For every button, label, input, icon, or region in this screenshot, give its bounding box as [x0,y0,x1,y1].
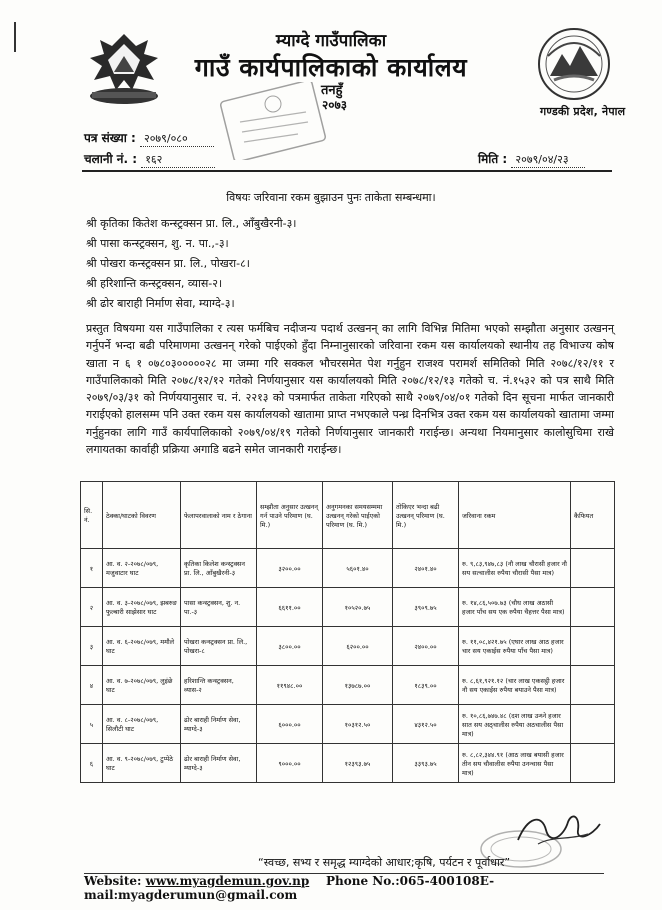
serial-cell: ४ [81,666,103,705]
excess-cell: १८३९.०० [393,666,459,705]
excess-cell: २४०१.४० [393,549,459,588]
date-label: मिति : [478,152,508,166]
remark-cell [571,627,615,666]
contract-cell: आ. व. २-२०७८/०७९, मजुवाटार घाट [103,549,181,588]
remark-cell [571,666,615,705]
district-name: तनहुँ [321,83,343,98]
addressee: श्री ढोर बाराही निर्माण सेवा, म्याग्दे-३। [86,297,235,310]
fine-cell: रु. १०,८६,७४७.४८ (दश लाख उन्ध्ने हजार सात सय अठ्चालीस रुपैया अठचालीस पैसा मात्र) [459,705,571,744]
website-label: Website: [84,874,142,888]
agreed-cell: ६०००.०० [257,705,323,744]
serial-cell: ६ [81,744,103,783]
agreed-cell: ११९४८.०० [257,666,323,705]
gandaki-emblem-icon [536,26,612,102]
firm-cell: ढोर बाराही निर्माण सेवा, म्याग्दे-३ [181,705,257,744]
extracted-cell: १०३१२.५० [323,705,393,744]
agreed-cell: ९०००.०० [257,744,323,783]
firm-cell: हरिशान्ति कन्स्ट्रक्सन, व्यास-२ [181,666,257,705]
extracted-cell: १०५२०.७५ [323,588,393,627]
contact-info: Phone No.:065-400108E-mail:myagderumun@gmail.com [84,874,495,902]
header-divider [82,170,612,172]
table-row [81,588,615,627]
addressee: श्री पासा कन्स्ट्रक्सन, शु. न. पा.,-३। [86,237,229,250]
contract-cell: आ. व. ६-२०७८/०७९, ममौले घाट [103,627,181,666]
excess-cell: ३९०९.७५ [393,588,459,627]
excess-cell: ३३९३.७५ [393,744,459,783]
office-stamp-icon [218,82,328,160]
fine-cell: रु. ९,८३,९४७,८३ (नौ लाख चौरासी हजार नौ सय सत्चालीस रुपैया चौरासी पैसा मात्र) [459,549,571,588]
extracted-cell: ५६०१.४० [323,549,393,588]
establishment-year: २०७३ [322,98,347,112]
chalani-label: चलानी नं. : [84,152,138,166]
serial-cell: १ [81,549,103,588]
footer-slogan: “स्वच्छ, सभ्य र समृद्ध म्याग्देको आधार;कृषि, पर्यटन र पूर्वाधार” [258,856,511,869]
table-header-row [81,482,615,549]
province-label: गण्डकी प्रदेश, नेपाल [540,105,626,118]
remark-cell [571,588,615,627]
fine-cell: रु. ८,६१,९२१.१२ (चार लाख एकसट्ठी हजार नौ सय एकाईस रुपैया बयाउने पैसा मात्र) [459,666,571,705]
serial-cell: ५ [81,705,103,744]
chalani-number [84,150,215,168]
footer-contact [84,874,662,902]
column-header: सम्झौता अनुसार उत्खनन् गर्न पाउने परिमाण (घ. मि.) [257,482,323,549]
website-link[interactable]: www.myagdemun.gov.np [145,874,310,888]
agreed-cell: ६६११.०० [257,588,323,627]
table-row [81,627,615,666]
fine-cell: रु. १४,८६,५०७.७३ (चौध लाख अठासी हजार पाँच सय एक रुपैया चैहत्तर पैसा मात्र) [459,588,571,627]
addressee: श्री पोखरा कन्स्ट्रक्सन प्रा. लि., पोखरा-८। [86,257,250,270]
firm-cell: कृतिका किलेश कन्स्ट्रक्सन प्रा. लि., आँबुखैरनी-३ [181,549,257,588]
serial-cell: २ [81,588,103,627]
date-value: २०७९/०४/२३ [511,152,585,168]
addressee: श्री कृतिका कितेश कन्स्ट्रक्सन प्रा. लि., आँबुखैरनी-३। [86,217,297,230]
patra-label: पत्र संख्या : [84,131,136,145]
fine-table [80,481,615,783]
firm-cell: ढोर बाराही निर्माण सेवा, म्याग्दे-३ [181,744,257,783]
remark-cell [571,549,615,588]
body-paragraph: प्रस्तुत विषयमा यस गाउँपालिका र त्यस फर्मबिच नदीजन्य पदार्थ उत्खनन् का लागि विभिन्न मितिमा भएको सम्झौता अनुसार उत्खनन् गर्नुपर्ने भन्दा बढी परिमाणमा उत्खनन् गरेको पाईएको हुँदा निम्नानुसारको जरिवाना रकम यस कार्यालयको स्थानीय तह विभाज्य कोष खाता न ६ १ ०७८०३०००००२८ मा जम्मा गरि सक्कल भौचरसमेत पेश गर्नुहुन राजश्व परामर्श समितिको मिति २०७८/१२/११ र गाउँपालिकाको मिति २०७८/१२/१२ गतेको निर्णयानुसार यस कार्यालयको मिति २०७८/१२/१३ गतेको च. नं.१५३२ को पत्र साथै मिति २०७९/०३/३१ को निर्णययानुसार च. नं. २२१३ को पत्रमार्फत ताकेता गरिएको साथै २०७९/०४/०१ गतेको दिन सूचना मार्फत जानकारी गराईएको हालसम्म पनि उक्त रकम यस कार्यालयको खातामा प्राप्त नभएकाले पन्ध्र दिनभित्र उक्त रकम यस कार्यालयको खातामा जम्मा गर्नुहुनका लागि गाउँ कार्यपालिकाको २०७९/०४/१९ गतेको निर्णयानुसार जानकारी गराईन्छ। अन्यथा नियमानुसार कालोसुचिमा राखे लगायतका कार्वाही प्रक्रिया अगाडि बढने समेत जानकारी गराईन्छ। [86,322,614,457]
contract-cell: आ. व. ९-२०७८/०७९, टुप्पेठे घाट [103,744,181,783]
extracted-cell: १३७८७.०० [323,666,393,705]
municipality-name: म्याग्दे गाउँपालिका [275,31,387,51]
contract-cell: आ. व. ७-२०७८/०७९, लुइंछे घाट [103,666,181,705]
agreed-cell: ३८००.०० [257,627,323,666]
office-title: गाउँ कार्यपालिकाको कार्यालय [194,53,468,82]
patra-value: २०७९/०८० [140,131,214,147]
column-header: कैफियत [571,482,615,549]
subject-line: विषयः जरिवाना रकम बुझाउन पुनः ताकेता सम्बन्धमा। [226,191,436,204]
firm-cell: पासा कन्स्ट्रक्सन, शु. न. पा.-३ [181,588,257,627]
remark-cell [571,705,615,744]
extracted-cell: ६२००.०० [323,627,393,666]
extracted-cell: १२३९३.७५ [323,744,393,783]
patra-sankhya [84,129,214,147]
column-header: सि. नं. [81,482,103,549]
table-row [81,705,615,744]
table-row [81,666,615,705]
column-header: तोकिएर भन्दा बढी उत्खनन् परिमाण (घ. मि.) [393,482,459,549]
excess-cell: २४००.०० [393,627,459,666]
contract-cell: आ. व. ८-२०७८/०७९, सिलौटी घाट [103,705,181,744]
table-row [81,744,615,783]
addressee: श्री हरिशान्ति कन्स्ट्रक्सन, व्यास-२। [86,277,223,290]
fine-cell: रु. ८,८२,३४४.९१ (आठ लाख बयासी हजार तीन सय चौवालीस रुपैया उनन्चास पैसा मात्र) [459,744,571,783]
date [478,150,585,168]
table-row [81,549,615,588]
column-header: जरिवाना रकम [459,482,571,549]
column-header: फेलापरवालाको नाम र ठेगाना [181,482,257,549]
excess-cell: ४३१२.५० [393,705,459,744]
column-header: अनुगमनका समयसम्ममा उत्खनन् गरेको पाईएको परिमाण (घ. मि.) [323,482,393,549]
contract-cell: आ. व. ३-२०७८/०७९, झबरुङ फुल्बारी साझेसार घाट [103,588,181,627]
column-header: ठेक्का/घाटको विवरण [103,482,181,549]
fine-cell: रु. ११,०८,४२१.७५ (एघार लाख आठ हजार चार सय एकाईस रुपैया पाँच पैसा मात्र) [459,627,571,666]
agreed-cell: ३२००.०० [257,549,323,588]
firm-cell: पोखरा कन्स्ट्रक्सन प्रा. लि., पोखरा-८ [181,627,257,666]
signature-icon [508,806,608,854]
serial-cell: ३ [81,627,103,666]
remark-cell [571,744,615,783]
chalani-value: १६२ [141,152,215,168]
